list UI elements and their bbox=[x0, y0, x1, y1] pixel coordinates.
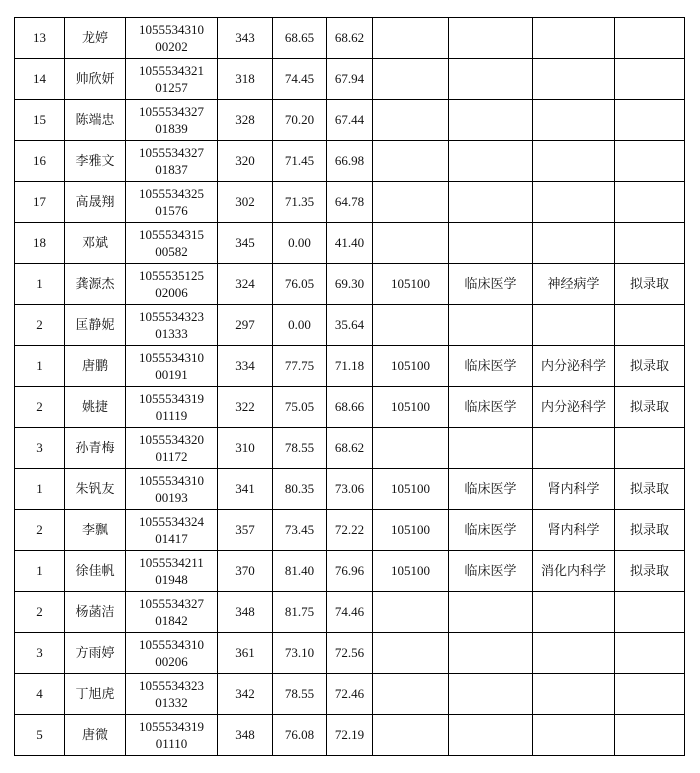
major-name-cell bbox=[449, 182, 533, 223]
retest-score-cell: 73.45 bbox=[273, 510, 327, 551]
exam-id-line1: 1055534327 bbox=[139, 104, 204, 119]
research-direction-cell bbox=[533, 141, 615, 182]
exam-id-line1: 1055534319 bbox=[139, 391, 204, 406]
research-direction-cell bbox=[533, 674, 615, 715]
total-score-cell: 69.30 bbox=[327, 264, 373, 305]
table-body bbox=[15, 18, 685, 756]
admission-status-cell bbox=[615, 428, 685, 469]
research-direction-cell: 内分泌科学 bbox=[533, 387, 615, 428]
exam-id-line2: 01172 bbox=[155, 449, 188, 464]
table-row bbox=[15, 510, 685, 551]
exam-id-line1: 1055534321 bbox=[139, 63, 204, 78]
exam-id-cell bbox=[126, 633, 218, 674]
prelim-score-cell: 318 bbox=[218, 59, 273, 100]
prelim-score-cell: 361 bbox=[218, 633, 273, 674]
major-code-cell: 105100 bbox=[373, 551, 449, 592]
major-name-cell: 临床医学 bbox=[449, 346, 533, 387]
name-cell: 龙婷 bbox=[65, 18, 126, 59]
exam-id-line2: 01948 bbox=[155, 572, 188, 587]
exam-id-line2: 00582 bbox=[155, 244, 188, 259]
retest-score-cell: 80.35 bbox=[273, 469, 327, 510]
major-name-cell: 临床医学 bbox=[449, 264, 533, 305]
prelim-score-cell: 324 bbox=[218, 264, 273, 305]
name-cell: 帅欣妍 bbox=[65, 59, 126, 100]
exam-id-line2: 01333 bbox=[155, 326, 188, 341]
table-row bbox=[15, 59, 685, 100]
seq-cell: 2 bbox=[15, 592, 65, 633]
major-name-cell: 临床医学 bbox=[449, 469, 533, 510]
research-direction-cell: 消化内科学 bbox=[533, 551, 615, 592]
admission-status-cell bbox=[615, 305, 685, 346]
major-name-cell: 临床医学 bbox=[449, 387, 533, 428]
total-score-cell: 66.98 bbox=[327, 141, 373, 182]
exam-id-line1: 1055534310 bbox=[139, 473, 204, 488]
name-cell: 姚捷 bbox=[65, 387, 126, 428]
prelim-score-cell: 297 bbox=[218, 305, 273, 346]
name-cell: 徐佳帆 bbox=[65, 551, 126, 592]
seq-cell: 1 bbox=[15, 551, 65, 592]
table-row bbox=[15, 715, 685, 756]
prelim-score-cell: 322 bbox=[218, 387, 273, 428]
retest-score-cell: 77.75 bbox=[273, 346, 327, 387]
total-score-cell: 68.62 bbox=[327, 18, 373, 59]
admission-status-cell bbox=[615, 674, 685, 715]
exam-id-cell bbox=[126, 59, 218, 100]
table-row bbox=[15, 305, 685, 346]
research-direction-cell: 神经病学 bbox=[533, 264, 615, 305]
seq-cell: 1 bbox=[15, 346, 65, 387]
seq-cell: 13 bbox=[15, 18, 65, 59]
exam-id-cell bbox=[126, 100, 218, 141]
exam-id-cell bbox=[126, 551, 218, 592]
exam-id-line1: 1055534327 bbox=[139, 596, 204, 611]
major-code-cell bbox=[373, 715, 449, 756]
major-name-cell bbox=[449, 674, 533, 715]
exam-id-line2: 01842 bbox=[155, 613, 188, 628]
exam-id-line2: 01417 bbox=[155, 531, 188, 546]
exam-id-line2: 01119 bbox=[155, 408, 188, 423]
seq-cell: 2 bbox=[15, 387, 65, 428]
exam-id-cell bbox=[126, 387, 218, 428]
exam-id-line1: 1055534320 bbox=[139, 432, 204, 447]
major-name-cell bbox=[449, 18, 533, 59]
total-score-cell: 74.46 bbox=[327, 592, 373, 633]
table-row bbox=[15, 100, 685, 141]
exam-id-cell bbox=[126, 346, 218, 387]
admission-results-table bbox=[14, 17, 685, 756]
retest-score-cell: 70.20 bbox=[273, 100, 327, 141]
seq-cell: 1 bbox=[15, 264, 65, 305]
name-cell: 杨菡洁 bbox=[65, 592, 126, 633]
research-direction-cell bbox=[533, 428, 615, 469]
major-name-cell: 临床医学 bbox=[449, 551, 533, 592]
major-code-cell bbox=[373, 100, 449, 141]
major-code-cell bbox=[373, 182, 449, 223]
seq-cell: 2 bbox=[15, 305, 65, 346]
exam-id-cell bbox=[126, 223, 218, 264]
admission-status-cell: 拟录取 bbox=[615, 264, 685, 305]
exam-id-line2: 01257 bbox=[155, 80, 188, 95]
seq-cell: 17 bbox=[15, 182, 65, 223]
exam-id-cell bbox=[126, 428, 218, 469]
exam-id-line2: 01839 bbox=[155, 121, 188, 136]
admission-status-cell: 拟录取 bbox=[615, 346, 685, 387]
prelim-score-cell: 345 bbox=[218, 223, 273, 264]
total-score-cell: 67.94 bbox=[327, 59, 373, 100]
exam-id-line1: 1055534324 bbox=[139, 514, 204, 529]
major-name-cell bbox=[449, 428, 533, 469]
total-score-cell: 72.56 bbox=[327, 633, 373, 674]
exam-id-cell bbox=[126, 510, 218, 551]
prelim-score-cell: 370 bbox=[218, 551, 273, 592]
seq-cell: 3 bbox=[15, 428, 65, 469]
exam-id-cell bbox=[126, 715, 218, 756]
major-name-cell bbox=[449, 305, 533, 346]
table-row bbox=[15, 428, 685, 469]
exam-id-line1: 1055535125 bbox=[139, 268, 204, 283]
major-name-cell bbox=[449, 100, 533, 141]
total-score-cell: 72.19 bbox=[327, 715, 373, 756]
prelim-score-cell: 302 bbox=[218, 182, 273, 223]
table-row bbox=[15, 182, 685, 223]
admission-status-cell bbox=[615, 592, 685, 633]
exam-id-line1: 1055534315 bbox=[139, 227, 204, 242]
major-name-cell bbox=[449, 633, 533, 674]
admission-status-cell bbox=[615, 633, 685, 674]
name-cell: 唐微 bbox=[65, 715, 126, 756]
admission-status-cell bbox=[615, 59, 685, 100]
total-score-cell: 71.18 bbox=[327, 346, 373, 387]
total-score-cell: 73.06 bbox=[327, 469, 373, 510]
table-row bbox=[15, 592, 685, 633]
major-code-cell bbox=[373, 223, 449, 264]
retest-score-cell: 0.00 bbox=[273, 305, 327, 346]
exam-id-cell bbox=[126, 182, 218, 223]
research-direction-cell bbox=[533, 305, 615, 346]
seq-cell: 14 bbox=[15, 59, 65, 100]
table-row bbox=[15, 387, 685, 428]
total-score-cell: 68.66 bbox=[327, 387, 373, 428]
name-cell: 孙青梅 bbox=[65, 428, 126, 469]
major-code-cell bbox=[373, 592, 449, 633]
admission-status-cell bbox=[615, 100, 685, 141]
admission-status-cell: 拟录取 bbox=[615, 551, 685, 592]
exam-id-cell bbox=[126, 18, 218, 59]
admission-status-cell: 拟录取 bbox=[615, 510, 685, 551]
research-direction-cell bbox=[533, 223, 615, 264]
retest-score-cell: 71.35 bbox=[273, 182, 327, 223]
name-cell: 方雨婷 bbox=[65, 633, 126, 674]
research-direction-cell bbox=[533, 59, 615, 100]
table-row bbox=[15, 223, 685, 264]
seq-cell: 5 bbox=[15, 715, 65, 756]
table-row bbox=[15, 346, 685, 387]
exam-id-cell bbox=[126, 469, 218, 510]
name-cell: 李雅文 bbox=[65, 141, 126, 182]
name-cell: 高晟翔 bbox=[65, 182, 126, 223]
admission-status-cell bbox=[615, 18, 685, 59]
retest-score-cell: 68.65 bbox=[273, 18, 327, 59]
exam-id-cell bbox=[126, 305, 218, 346]
name-cell: 邓斌 bbox=[65, 223, 126, 264]
seq-cell: 18 bbox=[15, 223, 65, 264]
exam-id-line1: 1055534310 bbox=[139, 22, 204, 37]
major-code-cell bbox=[373, 674, 449, 715]
table-row bbox=[15, 141, 685, 182]
total-score-cell: 76.96 bbox=[327, 551, 373, 592]
exam-id-line1: 1055534323 bbox=[139, 678, 204, 693]
major-name-cell bbox=[449, 223, 533, 264]
prelim-score-cell: 343 bbox=[218, 18, 273, 59]
major-name-cell bbox=[449, 59, 533, 100]
name-cell: 李飘 bbox=[65, 510, 126, 551]
prelim-score-cell: 334 bbox=[218, 346, 273, 387]
prelim-score-cell: 341 bbox=[218, 469, 273, 510]
name-cell: 朱钒友 bbox=[65, 469, 126, 510]
major-name-cell bbox=[449, 715, 533, 756]
prelim-score-cell: 342 bbox=[218, 674, 273, 715]
admission-status-cell bbox=[615, 182, 685, 223]
retest-score-cell: 73.10 bbox=[273, 633, 327, 674]
retest-score-cell: 0.00 bbox=[273, 223, 327, 264]
seq-cell: 3 bbox=[15, 633, 65, 674]
major-code-cell: 105100 bbox=[373, 510, 449, 551]
admission-status-cell bbox=[615, 141, 685, 182]
total-score-cell: 41.40 bbox=[327, 223, 373, 264]
major-code-cell: 105100 bbox=[373, 469, 449, 510]
research-direction-cell bbox=[533, 592, 615, 633]
research-direction-cell bbox=[533, 633, 615, 674]
exam-id-line2: 00191 bbox=[155, 367, 188, 382]
retest-score-cell: 76.08 bbox=[273, 715, 327, 756]
exam-id-line2: 00202 bbox=[155, 39, 188, 54]
research-direction-cell bbox=[533, 100, 615, 141]
total-score-cell: 68.62 bbox=[327, 428, 373, 469]
research-direction-cell bbox=[533, 182, 615, 223]
major-code-cell bbox=[373, 59, 449, 100]
major-code-cell: 105100 bbox=[373, 346, 449, 387]
major-code-cell bbox=[373, 633, 449, 674]
retest-score-cell: 78.55 bbox=[273, 674, 327, 715]
major-code-cell bbox=[373, 305, 449, 346]
retest-score-cell: 71.45 bbox=[273, 141, 327, 182]
table-row bbox=[15, 469, 685, 510]
retest-score-cell: 78.55 bbox=[273, 428, 327, 469]
table-row bbox=[15, 674, 685, 715]
admission-status-cell: 拟录取 bbox=[615, 387, 685, 428]
exam-id-cell bbox=[126, 264, 218, 305]
exam-id-line2: 01110 bbox=[155, 736, 188, 751]
research-direction-cell bbox=[533, 715, 615, 756]
prelim-score-cell: 357 bbox=[218, 510, 273, 551]
major-code-cell: 105100 bbox=[373, 264, 449, 305]
total-score-cell: 64.78 bbox=[327, 182, 373, 223]
admission-status-cell: 拟录取 bbox=[615, 469, 685, 510]
exam-id-line2: 00206 bbox=[155, 654, 188, 669]
table-row bbox=[15, 633, 685, 674]
seq-cell: 1 bbox=[15, 469, 65, 510]
total-score-cell: 35.64 bbox=[327, 305, 373, 346]
exam-id-line1: 1055534310 bbox=[139, 637, 204, 652]
admission-status-cell bbox=[615, 223, 685, 264]
retest-score-cell: 81.75 bbox=[273, 592, 327, 633]
prelim-score-cell: 320 bbox=[218, 141, 273, 182]
prelim-score-cell: 348 bbox=[218, 592, 273, 633]
exam-id-cell bbox=[126, 141, 218, 182]
total-score-cell: 67.44 bbox=[327, 100, 373, 141]
exam-id-line1: 1055534319 bbox=[139, 719, 204, 734]
seq-cell: 2 bbox=[15, 510, 65, 551]
retest-score-cell: 75.05 bbox=[273, 387, 327, 428]
seq-cell: 4 bbox=[15, 674, 65, 715]
admission-status-cell bbox=[615, 715, 685, 756]
total-score-cell: 72.22 bbox=[327, 510, 373, 551]
research-direction-cell: 肾内科学 bbox=[533, 469, 615, 510]
exam-id-line2: 00193 bbox=[155, 490, 188, 505]
major-name-cell bbox=[449, 141, 533, 182]
name-cell: 陈端忠 bbox=[65, 100, 126, 141]
research-direction-cell: 肾内科学 bbox=[533, 510, 615, 551]
exam-id-line1: 1055534323 bbox=[139, 309, 204, 324]
name-cell: 龚源杰 bbox=[65, 264, 126, 305]
major-name-cell bbox=[449, 592, 533, 633]
retest-score-cell: 76.05 bbox=[273, 264, 327, 305]
total-score-cell: 72.46 bbox=[327, 674, 373, 715]
exam-id-cell bbox=[126, 674, 218, 715]
retest-score-cell: 74.45 bbox=[273, 59, 327, 100]
major-code-cell bbox=[373, 141, 449, 182]
major-code-cell bbox=[373, 18, 449, 59]
exam-id-line2: 01837 bbox=[155, 162, 188, 177]
table-row bbox=[15, 18, 685, 59]
exam-id-line2: 02006 bbox=[155, 285, 188, 300]
major-code-cell bbox=[373, 428, 449, 469]
exam-id-line1: 1055534310 bbox=[139, 350, 204, 365]
exam-id-line2: 01576 bbox=[155, 203, 188, 218]
exam-id-cell bbox=[126, 592, 218, 633]
exam-id-line1: 1055534327 bbox=[139, 145, 204, 160]
name-cell: 丁旭虎 bbox=[65, 674, 126, 715]
seq-cell: 16 bbox=[15, 141, 65, 182]
prelim-score-cell: 310 bbox=[218, 428, 273, 469]
research-direction-cell: 内分泌科学 bbox=[533, 346, 615, 387]
table-row bbox=[15, 264, 685, 305]
seq-cell: 15 bbox=[15, 100, 65, 141]
exam-id-line2: 01332 bbox=[155, 695, 188, 710]
major-name-cell: 临床医学 bbox=[449, 510, 533, 551]
name-cell: 匡静妮 bbox=[65, 305, 126, 346]
prelim-score-cell: 348 bbox=[218, 715, 273, 756]
prelim-score-cell: 328 bbox=[218, 100, 273, 141]
retest-score-cell: 81.40 bbox=[273, 551, 327, 592]
exam-id-line1: 1055534211 bbox=[139, 555, 204, 570]
exam-id-line1: 1055534325 bbox=[139, 186, 204, 201]
name-cell: 唐鹏 bbox=[65, 346, 126, 387]
research-direction-cell bbox=[533, 18, 615, 59]
table-row bbox=[15, 551, 685, 592]
major-code-cell: 105100 bbox=[373, 387, 449, 428]
